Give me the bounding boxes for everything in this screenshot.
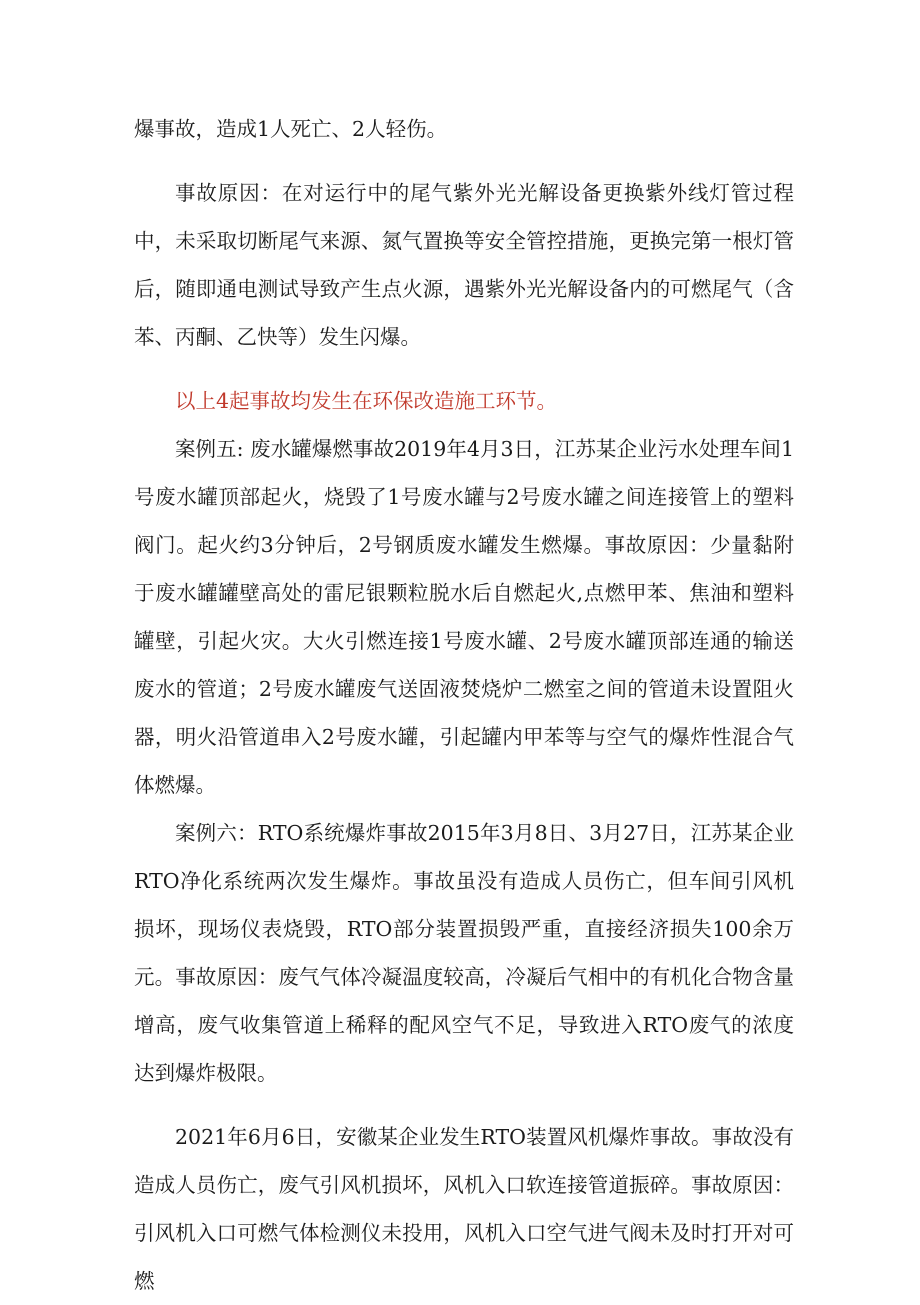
paragraph-accident-cause: 事故原因：在对运行中的尾气紫外光光解设备更换紫外线灯管过程中，未采取切断尾气来源、氮气置换等安全管控措施，更换完第一根灯管后，随即通电测试导致产生点火源，遇紫外光光解设备内的可燃尾气（含苯、丙酮、乙快等）发生闪爆。 bbox=[134, 181, 794, 349]
document-body bbox=[134, 105, 794, 1305]
paragraph-case-five: 案例五: 废水罐爆燃事故2019年4月3日，江苏某企业污水处理车间1号废水罐顶部起火，烧毁了1号废水罐与2号废水罐之间连接管上的塑料阀门。起火约3分钟后，2号钢质废水罐发生燃爆。事故原因：少量黏附于废水罐罐壁高处的雷尼银颗粒脱水后自燃起火,点燃甲苯、焦油和塑料罐壁，引起火灾。大火引燃连接1号废水罐、2号废水罐顶部连通的输送废水的管道；2号废水罐废气送固液焚烧炉二燃室之间的管道未设置阻火器，明火沿管道串入2号废水罐，引起罐内甲苯等与空气的爆炸性混合气体燃爆。 bbox=[134, 437, 794, 797]
paragraph-accident-result: 爆事故，造成1人死亡、2人轻伤。 bbox=[134, 117, 448, 141]
paragraph-case-six: 案例六：RTO系统爆炸事故2015年3月8日、3月27日，江苏某企业RTO净化系统两次发生爆炸。事故虽没有造成人员伤亡，但车间引风机损坏，现场仪表烧毁，RTO部分装置损毁严重，直接经济损失100余万元。事故原因：废气气体冷凝温度较高，冷凝后气相中的有机化合物含量增高，废气收集管道上稀释的配风空气不足，导致进入RTO废气的浓度达到爆炸极限。 bbox=[134, 821, 794, 1085]
paragraph-2021-accident: 2021年6月6日，安徽某企业发生RTO装置风机爆炸事故。事故没有造成人员伤亡，废气引风机损坏，风机入口软连接管道振碎。事故原因：引风机入口可燃气体检测仪未投用，风机入口空气进气阀未及时打开对可燃 bbox=[134, 1125, 794, 1293]
paragraph-summary-note: 以上4起事故均发生在环保改造施工环节。 bbox=[175, 389, 558, 413]
